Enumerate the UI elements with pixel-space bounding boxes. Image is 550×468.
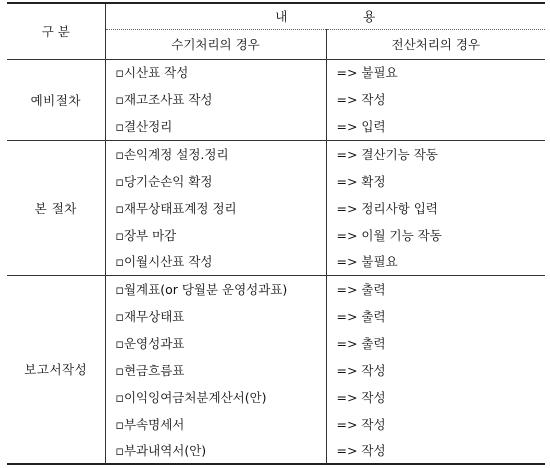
computer-process-cell bbox=[326, 383, 545, 410]
computer-process-text: => 작성 bbox=[336, 389, 386, 405]
computer-process-cell bbox=[326, 356, 545, 383]
manual-process-text: ▫이월시산표 작성 bbox=[115, 254, 213, 270]
group-label-cell bbox=[7, 275, 105, 464]
computer-process-text: => 정리사항 입력 bbox=[336, 200, 438, 216]
computer-process-text: => 불필요 bbox=[336, 254, 398, 270]
manual-process-text: ▫이익잉여금처분계산서(안) bbox=[115, 389, 267, 405]
manual-process-cell bbox=[105, 85, 326, 112]
header-manual-label: 수기처리의 경우 bbox=[171, 37, 260, 52]
computer-process-cell bbox=[326, 302, 545, 329]
manual-process-text: ▫현금흐름표 bbox=[115, 362, 185, 378]
table-row bbox=[7, 275, 545, 302]
computer-process-text: => 작성 bbox=[336, 416, 386, 432]
manual-process-text: ▫당기순손익 확정 bbox=[115, 173, 213, 189]
manual-process-text: ▫재무상태표계정 정리 bbox=[115, 200, 237, 216]
computer-process-text: => 작성 bbox=[336, 443, 386, 458]
header-content-cell bbox=[105, 3, 545, 29]
computer-process-text: => 출력 bbox=[336, 308, 386, 324]
table-row bbox=[7, 59, 545, 85]
computer-process-text: => 출력 bbox=[336, 281, 386, 297]
group-label-cell bbox=[7, 59, 105, 140]
manual-process-text: ▫손익계정 설정.정리 bbox=[115, 146, 229, 162]
procedure-comparison-table bbox=[7, 2, 545, 465]
computer-process-cell bbox=[326, 85, 545, 112]
manual-process-cell bbox=[105, 437, 326, 464]
manual-process-text: ▫장부 마감 bbox=[115, 227, 177, 243]
manual-process-cell bbox=[105, 140, 326, 167]
table-row bbox=[7, 140, 545, 167]
header-content-right: 용 bbox=[363, 9, 376, 25]
computer-process-cell bbox=[326, 248, 545, 275]
manual-process-text: ▫재무상태표 bbox=[115, 308, 185, 324]
computer-process-cell bbox=[326, 437, 545, 464]
computer-process-cell bbox=[326, 167, 545, 194]
header-category-cell bbox=[7, 3, 105, 59]
manual-process-text: ▫부과내역서(안) bbox=[115, 443, 207, 458]
manual-process-cell bbox=[105, 167, 326, 194]
header-manual-cell bbox=[105, 29, 326, 59]
computer-process-text: => 입력 bbox=[336, 118, 386, 134]
computer-process-cell bbox=[326, 59, 545, 85]
header-category-label: 구 분 bbox=[41, 24, 70, 40]
manual-process-cell bbox=[105, 383, 326, 410]
computer-process-cell bbox=[326, 410, 545, 437]
manual-process-text: ▫월계표(or 당월분 운영성과표) bbox=[115, 281, 288, 297]
group-label: 본 절차 bbox=[34, 200, 77, 216]
table-body bbox=[7, 3, 545, 464]
computer-process-cell bbox=[326, 329, 545, 356]
manual-process-cell bbox=[105, 410, 326, 437]
computer-process-cell bbox=[326, 275, 545, 302]
manual-process-cell bbox=[105, 59, 326, 85]
manual-process-text: ▫운영성과표 bbox=[115, 335, 185, 351]
manual-process-text: ▫재고조사표 작성 bbox=[115, 91, 213, 107]
manual-process-text: ▫시산표 작성 bbox=[115, 65, 189, 81]
manual-process-cell bbox=[105, 302, 326, 329]
group-label: 예비절차 bbox=[30, 92, 81, 108]
computer-process-text: => 결산기능 작동 bbox=[336, 146, 438, 162]
header-row-1 bbox=[7, 3, 545, 29]
manual-process-cell bbox=[105, 329, 326, 356]
header-content-left: 내 bbox=[275, 9, 288, 25]
computer-process-text: => 출력 bbox=[336, 335, 386, 351]
manual-process-text: ▫부속명세서 bbox=[115, 416, 185, 432]
computer-process-text: => 작성 bbox=[336, 362, 386, 378]
computer-process-text: => 불필요 bbox=[336, 65, 398, 81]
group-label: 보고서작성 bbox=[24, 362, 88, 378]
manual-process-cell bbox=[105, 356, 326, 383]
manual-process-cell bbox=[105, 248, 326, 275]
group-label-cell bbox=[7, 140, 105, 275]
manual-process-cell bbox=[105, 221, 326, 248]
computer-process-text: => 작성 bbox=[336, 91, 386, 107]
manual-process-cell bbox=[105, 275, 326, 302]
computer-process-cell bbox=[326, 221, 545, 248]
computer-process-cell bbox=[326, 194, 545, 221]
header-computer-label: 전산처리의 경우 bbox=[391, 37, 480, 52]
computer-process-cell bbox=[326, 140, 545, 167]
computer-process-text: => 확정 bbox=[336, 173, 386, 189]
manual-process-cell bbox=[105, 112, 326, 140]
header-computer-cell bbox=[326, 29, 545, 59]
computer-process-cell bbox=[326, 112, 545, 140]
manual-process-text: ▫결산정리 bbox=[115, 118, 173, 134]
manual-process-cell bbox=[105, 194, 326, 221]
computer-process-text: => 이월 기능 작동 bbox=[336, 227, 442, 243]
